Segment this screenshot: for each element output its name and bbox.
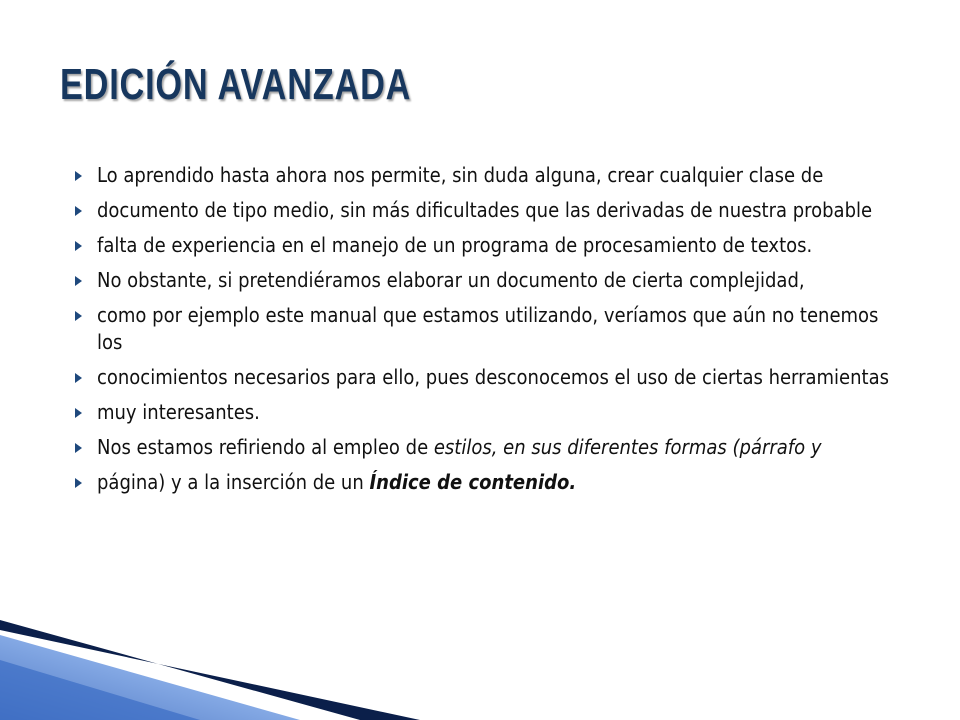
bullet-emphasis: Índice de contenido.: [369, 470, 577, 494]
triangle-right-icon: [75, 276, 82, 286]
bullet-item: [75, 364, 895, 391]
bullet-item: [75, 469, 895, 496]
triangle-right-icon: [75, 311, 82, 321]
triangle-right-icon: [75, 373, 82, 383]
bullet-text: conocimientos necesarios para ello, pues desconocemos el uso de ciertas herramientas: [97, 365, 889, 389]
triangle-right-icon: [75, 408, 82, 418]
corner-decoration: [0, 580, 420, 720]
bullet-text: falta de experiencia en el manejo de un programa de procesamiento de textos.: [97, 233, 813, 257]
bullet-item: [75, 434, 895, 461]
bullet-text: No obstante, si pretendiéramos elaborar un documento de cierta complejidad,: [97, 268, 805, 292]
triangle-right-icon: [75, 443, 82, 453]
bullet-text: como por ejemplo este manual que estamos utilizando, veríamos que aún no tenemos los: [97, 303, 879, 354]
bullet-item: [75, 302, 895, 356]
bullet-item: [75, 267, 895, 294]
bullet-item: [75, 162, 895, 189]
bullet-text: documento de tipo medio, sin más dificultades que las derivadas de nuestra probable: [97, 198, 873, 222]
bullet-list: [75, 162, 895, 504]
bullet-text: página) y a la inserción de un: [97, 470, 370, 494]
triangle-right-icon: [75, 478, 82, 488]
triangle-right-icon: [75, 241, 82, 251]
bullet-item: [75, 197, 895, 224]
bullet-text: Nos estamos refiriendo al empleo de: [97, 435, 434, 459]
triangle-right-icon: [75, 206, 82, 216]
bullet-text: muy interesantes.: [97, 400, 260, 424]
bullet-text: Lo aprendido hasta ahora nos permite, sin duda alguna, crear cualquier clase de: [97, 163, 824, 187]
bullet-item: [75, 399, 895, 426]
bullet-emphasis: estilos, en sus diferentes formas (párrafo y: [433, 435, 822, 459]
triangle-right-icon: [75, 171, 82, 181]
slide-title: EDICIÓN AVANZADA: [60, 60, 412, 109]
bullet-item: [75, 232, 895, 259]
